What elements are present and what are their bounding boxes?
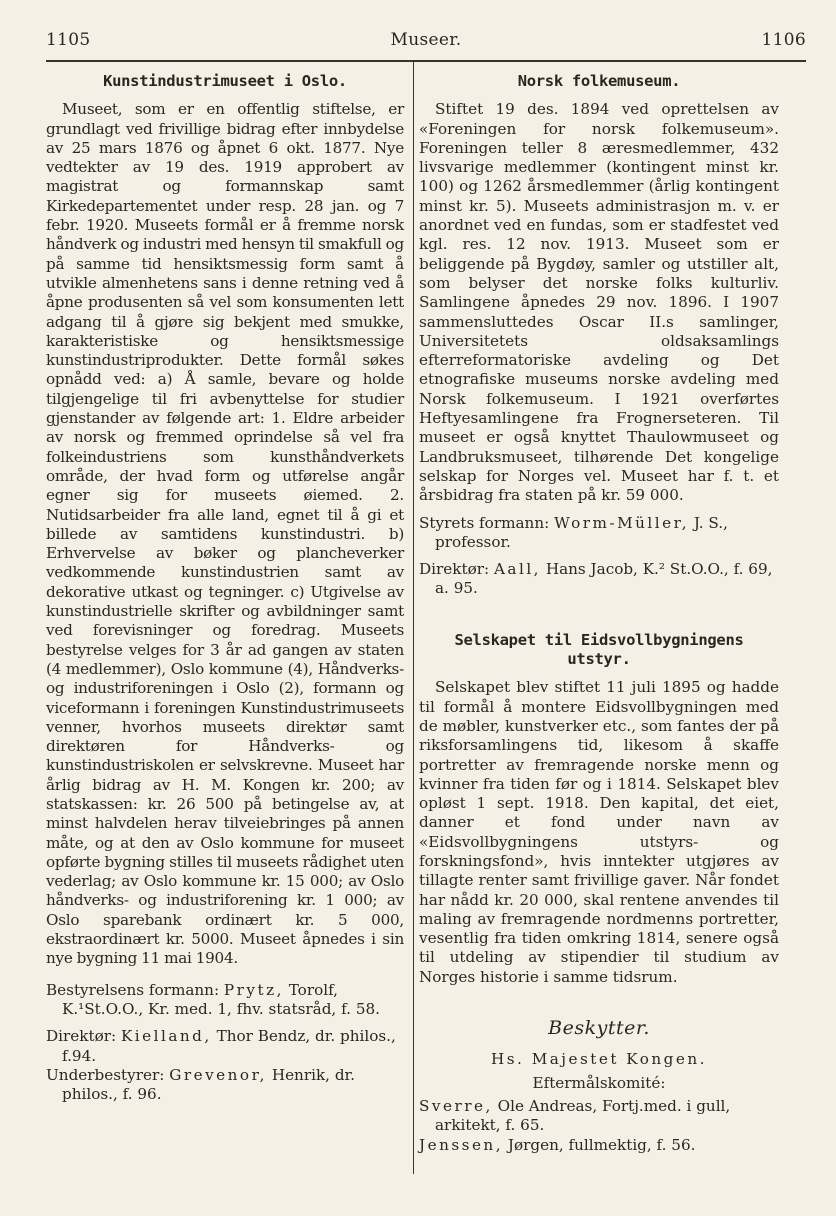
board-chair-label: Bestyrelsens formann:: [46, 980, 220, 999]
right-page-number: 1106: [761, 30, 806, 50]
committee-member-name: Jenssen,: [419, 1135, 504, 1154]
committee-heading: Eftermålskomité:: [532, 1073, 666, 1092]
folkemuseum-director-details: Hans Jacob, K.² St.O.O., f. 69, a. 95.: [435, 560, 773, 598]
kunstindustrimuseet-heading: Kunstindustrimuseet i Oslo.: [103, 72, 347, 90]
deputy-entry: [46, 1066, 404, 1105]
folkemuseum-chair-entry: [419, 514, 779, 553]
column-divider: [413, 62, 414, 1174]
eidsvoll-body: Selskapet blev stiftet 11 juli 1895 og hadde til formål å montere Eidsvollbygningen med de møbler, kunstverker etc., som fantes der på riksforsamlingens tid, likesom å skaffe portretter av fremragende norske menn og kvinner fra tiden før og i 1814. Selskapet blev opløst 1 sept. 1918. Den kapital, det eiet, danner et fond under navn av «Eidsvollbygningens utstyrs- og forskningsfond», hvis inntekter utgjøres av tillagte renter samt frivillige gaver. Når fondet har nådd kr. 20 000, skal rentene anvendes til maling av fremragende nordmenns portretter, vesentlig fra tiden omkring 1814, senere også til utdeling av stipendier til studium av Norges historie i samme tidsrum.: [419, 678, 779, 986]
patron-heading: Beskytter.: [548, 1017, 650, 1040]
folkemuseum-director-entry: [419, 560, 779, 599]
running-title: Museer.: [390, 30, 462, 50]
deputy-label: Underbestyrer:: [46, 1065, 165, 1084]
committee-member-name: Sverre,: [419, 1096, 493, 1115]
folkemuseum-chair-label: Styrets formann:: [419, 513, 550, 532]
folkemuseum-chair-details: J. S., professor.: [435, 513, 728, 551]
folkemuseum-chair-name: Worm-Müller,: [554, 513, 690, 532]
left-page-number: 1105: [46, 30, 91, 50]
committee-member-details: Ole Andreas, Fortj.med. i gull, arkitekt, f. 65.: [435, 1096, 731, 1135]
committee-member-details: Jørgen, fullmektig, f. 56.: [507, 1135, 696, 1154]
deputy-details: Henrik, dr. philos., f. 96.: [62, 1065, 355, 1104]
folkemuseum-director-name: Aall,: [493, 560, 542, 579]
eidsvoll-heading: Selskapet til Eidsvollbygningens utstyr.: [454, 630, 744, 669]
committee-member-entry: [419, 1136, 779, 1155]
deputy-name: Grevenor,: [169, 1065, 267, 1084]
patron-name: Hs. Majestet Kongen.: [491, 1050, 707, 1069]
board-chair-name: Prytz,: [223, 980, 284, 999]
director-details: Thor Bendz, dr. philos., f.94.: [62, 1027, 396, 1065]
folkemuseum-heading: Norsk folkemuseum.: [517, 72, 681, 90]
header-rule: [46, 60, 806, 62]
board-chair-entry: [46, 981, 404, 1020]
director-entry: [46, 1027, 404, 1066]
right-column: [419, 64, 779, 1155]
left-column: [46, 64, 404, 1104]
kunstindustrimuseet-body: Museet, som er en offentlig stiftelse, er grundlagt ved frivillige bidrag efter innbydelse av 25 mars 1876 og åpnet 6 okt. 1877. Nye vedtekter av 19 des. 1919 approbert av magistrat og formannskap samt Kirkedepartementet under resp. 28 jan. og 7 febr. 1920. Museets formål er å fremme norsk håndverk og industri med hensyn til smakfull og på samme tid hensiktsmessig form samt å utvikle almenhetens sans i denne retning ved å åpne produsenten så vel som konsumenten lett adgang til å gjøre sig bekjent med smukke, karakteristiske og hensiktsmessige kunstindustriprodukter. Dette formål søkes opnådd ved: a) Å samle, bevare og holde tilgjengelige til fri avbenyttelse for studier gjenstander av følgende art: 1. Eldre arbeider av norsk og fremmed oprindelse så vel fra folkeindustriens som kunsthåndverkets område, der hvad form og utførelse angår egner sig for museets øiemed. 2. Nutidsarbeider fra alle land, egnet til å gi et billede av samtidens kunstindustri. b) Erhvervelse av bøker og plancheverker vedkommende kunstindustrien samt av dekorative utkast og tegninger. c) Utgivelse av kunstindustrielle skrifter og avbildninger samt ved forevisninger og foredrag. Museets bestyrelse velges for 3 år ad gangen av staten (4 medlemmer), Oslo kommune (4), Håndverks- og industriforeningen i Oslo (2), formann og viceformann i foreningen Kunstindustrimuseets venner, hvorhos museets direktør samt direktøren for Håndverks- og kunstindustriskolen er selvskrevne. Museet har årlig bidrag av H. M. Kongen kr. 200; av statskassen: kr. 26 500 på betingelse av, at minst halvdelen herav tilveiebringes på annen måte, og at den av Oslo kommune for museet opførte bygning stilles til museets rådighet uten vederlag; av Oslo kommune kr. 15 000; av Oslo håndverks- og industriforening kr. 1 000; av Oslo sparebank ordinært kr. 5 000, ekstraordinært kr. 5000. Museet åpnedes i sin nye bygning 11 mai 1904.: [46, 100, 405, 968]
folkemuseum-director-label: Direktør:: [419, 560, 490, 579]
page-header: [46, 30, 806, 56]
committee-member-entry: [419, 1097, 779, 1136]
board-chair-details: Torolf, K.¹St.O.O., Kr. med. 1, fhv. statsråd, f. 58.: [62, 980, 380, 1018]
folkemuseum-body: Stiftet 19 des. 1894 ved oprettelsen av «Foreningen for norsk folkemuseum». Foreningen teller 8 æresmedlemmer, 432 livsvarige medlemmer (kontingent minst kr. 100) og 1262 årsmedlemmer (årlig kontingent minst kr. 5). Museets administrasjon m. v. er anordnet ved en fundas, som er stadfestet ved kgl. res. 12 nov. 1913. Museet som er beliggende på Bygdøy, samler og utstiller alt, som belyser det norske folks kulturliv. Samlingene åpnedes 29 nov. 1896. I 1907 sammensluttedes Oscar II.s samlinger, Universitetets oldsaksamlings efterreformatoriske avdeling og Det etnografiske museums norske avdeling med Norsk folkemuseum. I 1921 overførtes Heftyesamlingene fra Frognerseteren. Til museet er også knyttet Thaulowmuseet og Landbruksmuseet, tilhørende Det kongelige selskap for Norges vel. Museet har f. t. et årsbidrag fra staten på kr. 59 000.: [419, 100, 779, 505]
director-label: Direktør:: [46, 1027, 117, 1046]
director-name: Kielland,: [120, 1027, 212, 1046]
